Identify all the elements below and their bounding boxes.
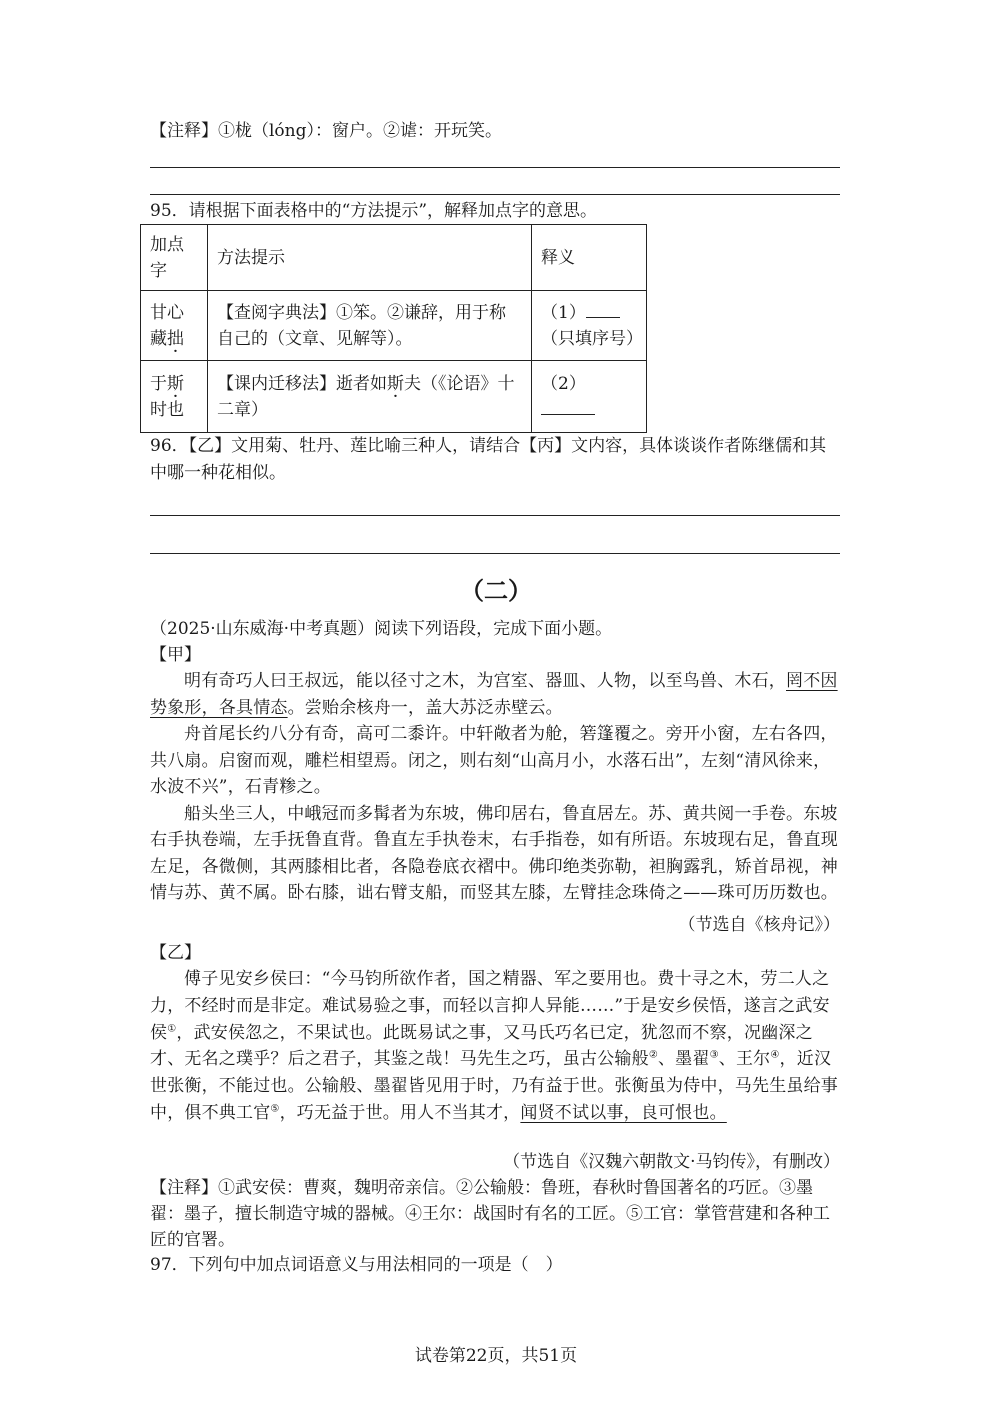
answer-line-2 <box>150 194 840 195</box>
question-95-table <box>140 224 647 433</box>
row2-answer[interactable]: （2） <box>532 361 647 433</box>
row2-hint: 【课内迁移法】逝者如斯夫（《论语》十二章） <box>208 361 532 433</box>
source-jia: （节选自《核舟记》） <box>678 915 840 935</box>
row1-answer[interactable]: （1）（只填序号） <box>532 291 647 361</box>
header-meaning: 释义 <box>532 225 647 291</box>
label-jia: 【甲】 <box>150 645 201 665</box>
passage-intro: （2025·山东威海·中考真题）阅读下列语段，完成下面小题。 <box>150 619 613 639</box>
underlined-sentence-jia: 罔不因势象形，各具情态 <box>150 671 838 718</box>
label-yi: 【乙】 <box>150 943 201 963</box>
question-96: 96．【乙】文用菊、牡丹、莲比喻三种人，请结合【丙】文内容，具体谈谈作者陈继儒和其中哪一种花相似。 <box>150 436 827 483</box>
row1-word: 甘心藏拙 <box>141 291 208 361</box>
row1-hint: 【查阅字典法】①笨。②谦辞，用于称自己的（文章、见解等）。 <box>208 291 532 361</box>
section-title: （二） <box>460 576 532 605</box>
passage-jia: 明有奇巧人曰王叔远，能以径寸之木，为宫室、器皿、人物，以至鸟兽、木石，罔不因势象形，各具情态。尝贻余核舟一，盖大苏泛赤壁云。 舟首尾长约八分有奇，高可二黍许。中轩敞者为舱，箬篷覆之。旁开小窗，左右各四，共八扇。启窗而观，雕栏相望焉。闭之，则右刻“山高月小，水落石出”，左刻“清风徐来，水波不兴”，石青糁之。 船头坐三人，中峨冠而多髯者为东坡，佛印居右，鲁直居左。苏、黄共阅一手卷。东坡右手执卷端，左手抚鲁直背。鲁直左手执卷末，右手指卷，如有所语。东坡现右足，鲁直现左足，各微侧，其两膝相比者，各隐卷底衣褶中。佛印绝类弥勒，袒胸露乳，矫首昂视，神情与苏、黄不属。卧右膝，诎右臂支船，而竖其左膝，左臂挂念珠倚之——珠可历历数也。 <box>150 671 838 903</box>
question-95: 95．请根据下面表格中的“方法提示”，解释加点字的意思。 <box>150 201 598 221</box>
question-97: 97．下列句中加点词语意义与用法相同的一项是（ ） <box>150 1255 563 1275</box>
page-footer: 试卷第22页，共51页 <box>414 1346 578 1366</box>
header-hint: 方法提示 <box>208 225 532 291</box>
source-yi: （节选自《汉魏六朝散文·马钧传》，有删改） <box>503 1152 840 1172</box>
note-top: 【注释】①栊（lóng）：窗户。②谑：开玩笑。 <box>150 121 503 141</box>
answer-line-4 <box>150 553 840 554</box>
note-bottom: 【注释】①武安侯：曹爽，魏明帝亲信。②公输般：鲁班，春秋时鲁国著名的巧匠。③墨翟：墨子，擅长制造守城的器械。④王尔：战国时有名的工匠。⑤工官：掌管营建和各种工匠的官署。 <box>150 1178 830 1250</box>
answer-line-1 <box>150 167 840 168</box>
passage-yi: 傅子见安乡侯曰：“今马钧所欲作者，国之精器、军之要用也。费十寻之木，劳二人之力，不经时而是非定。难试易验之事，而轻以言抑人异能……”于是安乡侯悟，遂言之武安侯①，武安侯忽之，不果试也。此既易试之事，又马氏巧名已定，犹忽而不察，况幽深之才、无名之璞乎？后之君子，其鉴之哉！马先生之巧，虽古公输般②、墨翟③、王尔④，近汉世张衡，不能过也。公输般、墨翟皆见用于时，乃有益于世。张衡虽为侍中，马先生虽给事中，俱不典工官⑤，巧无益于世。用人不当其才，闻贤不试以事，良可恨也。 <box>150 969 838 1123</box>
underlined-sentence-yi: 闻贤不试以事，良可恨也。 <box>520 1102 727 1123</box>
answer-line-3 <box>150 515 840 516</box>
row2-word: 于斯时也 <box>141 361 208 433</box>
header-word: 加点字 <box>141 225 208 291</box>
